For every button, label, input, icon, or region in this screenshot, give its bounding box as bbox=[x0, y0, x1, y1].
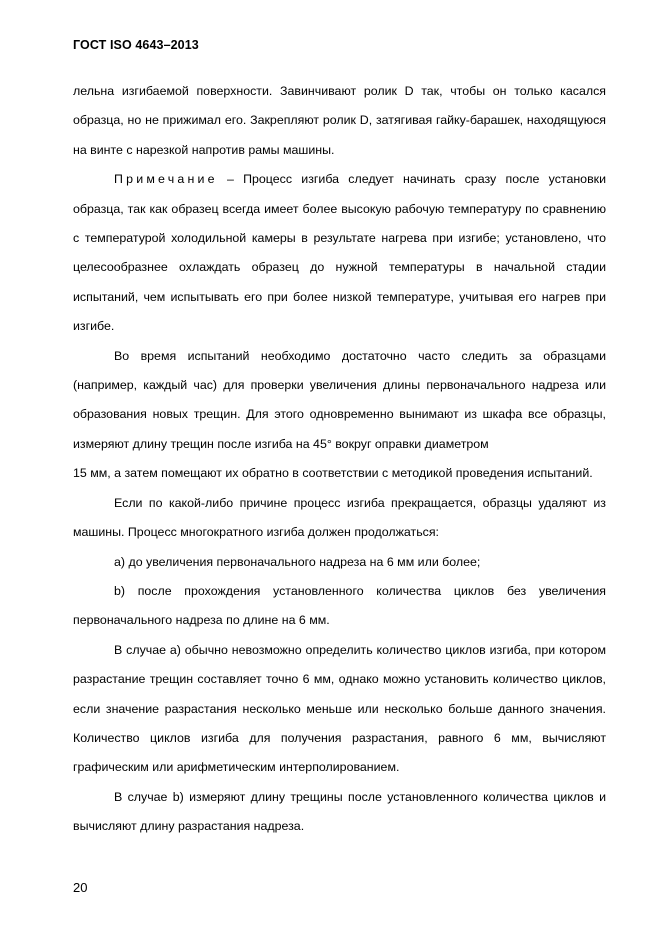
paragraph-note bbox=[73, 165, 606, 341]
paragraph-continuation: лельна изгибаемой поверхности. Завинчивают ролик D так, чтобы он только касался образца, но не прижимал его. Закрепляют ролик D, затягивая гайку-барашек, находящуюся на винте с нарезкой напротив рамы машины. bbox=[73, 84, 606, 157]
document-header: ГОСТ ISO 4643–2013 bbox=[73, 38, 199, 52]
paragraph-case-b: В случае b) измеряют длину трещины после установленного количества циклов и вычисляют длину разрастания надреза. bbox=[73, 789, 606, 834]
document-body bbox=[73, 77, 606, 842]
paragraph-interruption: Если по какой-либо причине процесс изгиба прекращается, образцы удаляют из машины. Процесс многократного изгиба должен продолжаться: bbox=[73, 495, 606, 540]
paragraph-inspection: Во время испытаний необходимо достаточно часто следить за образцами (например, каждый час) для проверки увеличения длины первоначального надреза или образования новых трещин. Для этого одновременно вынимают из шкафа все образцы, измеряют длину трещин после изгиба на 45° вокруг оправки диаметром bbox=[73, 348, 606, 451]
note-text: – Процесс изгиба следует начинать сразу после установки образца, так как образец всегда имеет более высокую рабочую температуру по сравнению с температурой холодильной камеры в результате нагрева при изгибе; установлено, что целесообразнее охлаждать образец до нужной температуры в начальной стадии испытаний, чем испытывать его при более низкой температуре, учитывая его нагрев при изгибе. bbox=[73, 172, 606, 334]
list-item-a: a) до увеличения первоначального надреза на 6 мм или более; bbox=[114, 554, 481, 569]
note-label: Примечание bbox=[114, 172, 218, 187]
page-number: 20 bbox=[73, 880, 88, 895]
paragraph-case-a: В случае a) обычно невозможно определить количество циклов изгиба, при котором разрастание трещин составляет точно 6 мм, однако можно установить количество циклов, если значение разрастания несколько меньше или несколько больше данного значения. Количество циклов изгиба для получения разрастания, равного 6 мм, вычисляют графическим или арифметическим интерполированием. bbox=[73, 642, 606, 775]
paragraph-inspection-continued: 15 мм, а затем помещают их обратно в соответствии с методикой проведения испытаний. bbox=[73, 466, 593, 481]
list-item-b: b) после прохождения установленного количества циклов без увеличения первоначального надреза по длине на 6 мм. bbox=[73, 583, 606, 628]
